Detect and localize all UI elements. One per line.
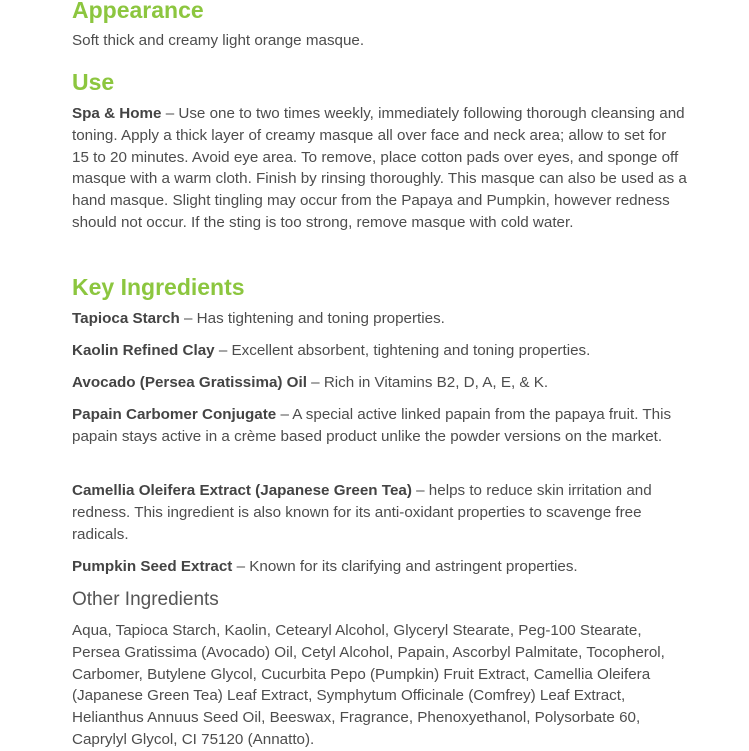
- appearance-heading: Appearance: [72, 0, 204, 23]
- use-heading: Use: [72, 69, 115, 95]
- ingredient-description: – Excellent absorbent, tightening and toning properties.: [214, 342, 591, 359]
- ingredient-name: Papain Carbomer Conjugate: [72, 406, 277, 423]
- use-text: – Use one to two times weekly, immediately following thorough cleansing and toning. Apply a thick layer of creamy masque all over face and neck area; allow to set for 15 to 20 minutes. Avoid eye area. To remove, place cotton pads over eyes, and sponge off masque with a warm cloth. Finish by rinsing thoroughly. This masque can also be used as a hand masque. Slight tingling may occur from the Papaya and Pumpkin, however redness should not occur. If the sting is too strong, remove masque with cold water.: [72, 105, 687, 231]
- other-ingredients-text: Aqua, Tapioca Starch, Kaolin, Cetearyl Alcohol, Glyceryl Stearate, Peg-100 Stearate, Persea Gratissima (Avocado) Oil, Cetyl Alcohol, Papain, Ascorbyl Palmitate, Tocopherol, Carbomer, Butylene Glycol, Cucurbita Pepo (Pumpkin) Fruit Extract, Camellia Oleifera (Japanese Green Tea) Leaf Extract, Symphytum Officinale (Comfrey) Leaf Extract, Helianthus Annuus Seed Oil, Beeswax, Fragrance, Phenoxyethanol, Polysorbate 60, Caprylyl Glycol, CI 75120 (Annatto).: [72, 622, 665, 748]
- ingredient-item: [72, 480, 687, 545]
- ingredient-name: Pumpkin Seed Extract: [72, 558, 233, 575]
- ingredient-description: – A special active linked papain from the papaya fruit. This papain stays active in a crème based product unlike the powder versions on the market.: [72, 406, 672, 445]
- ingredient-item: [72, 308, 445, 330]
- ingredient-name: Camellia Oleifera Extract (Japanese Green Tea): [72, 482, 412, 499]
- other-ingredients-heading: Other Ingredients: [72, 589, 219, 610]
- ingredient-item: [72, 340, 590, 362]
- ingredient-item: [72, 556, 578, 578]
- ingredient-name: Tapioca Starch: [72, 310, 180, 327]
- ingredient-description: – Known for its clarifying and astringent properties.: [232, 558, 578, 575]
- ingredient-item: [72, 372, 548, 394]
- use-paragraph: [72, 103, 687, 234]
- ingredient-name: Avocado (Persea Gratissima) Oil: [72, 374, 307, 391]
- appearance-text: Soft thick and creamy light orange masque.: [72, 32, 365, 49]
- ingredient-name: Kaolin Refined Clay: [72, 342, 215, 359]
- use-label: Spa & Home: [72, 105, 162, 122]
- ingredient-item: [72, 404, 687, 448]
- ingredient-description: – Rich in Vitamins B2, D, A, E, & K.: [306, 374, 549, 391]
- key-ingredients-heading: Key Ingredients: [72, 274, 245, 300]
- ingredient-description: – helps to reduce skin irritation and redness. This ingredient is also known for its anti-oxidant properties to scavenge free radicals.: [72, 482, 652, 543]
- ingredient-description: – Has tightening and toning properties.: [179, 310, 445, 327]
